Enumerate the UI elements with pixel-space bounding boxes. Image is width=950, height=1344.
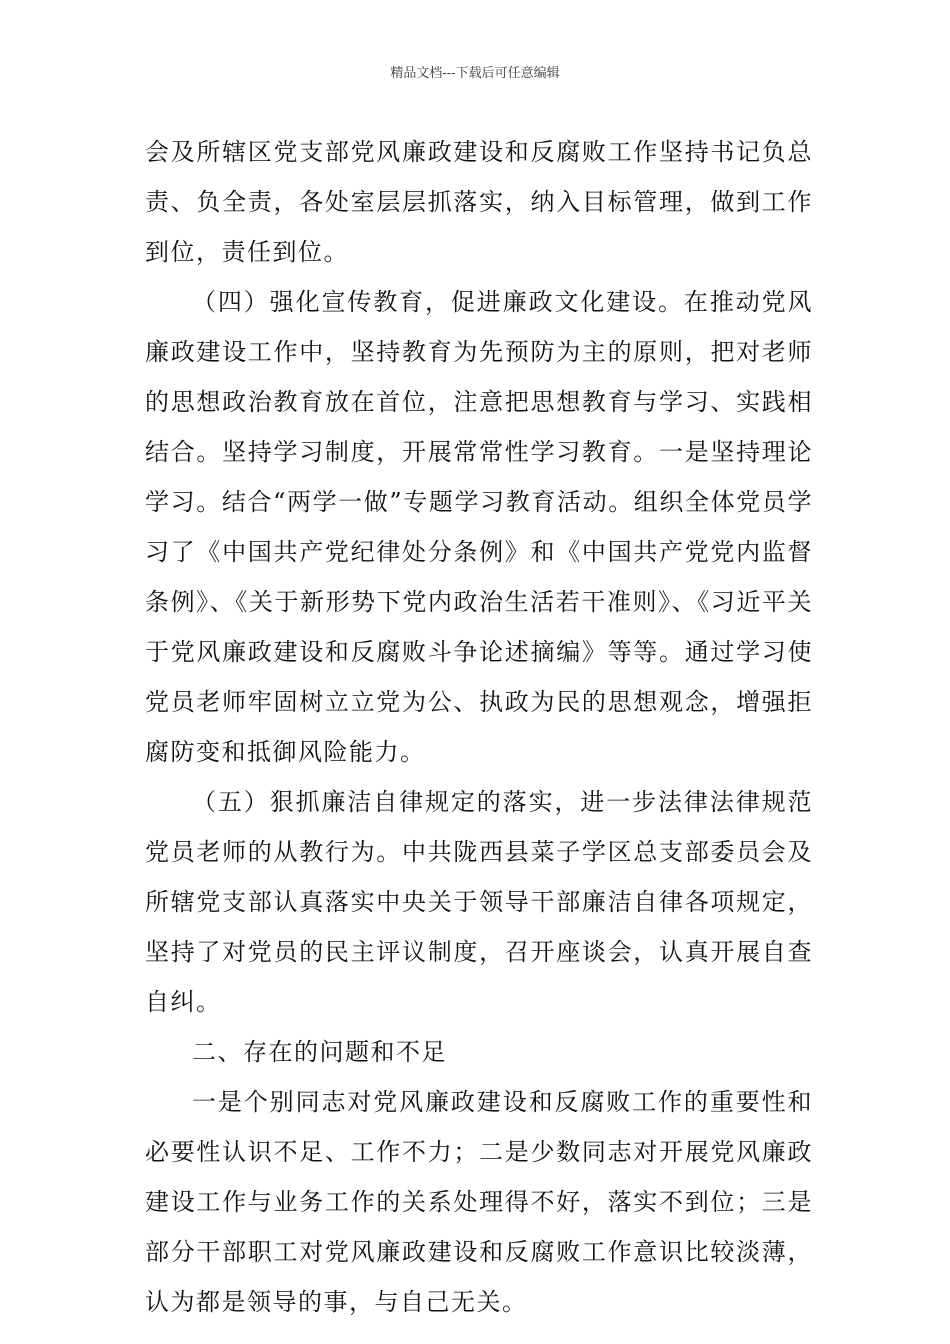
paragraph-problems: 一是个别同志对党风廉政建设和反腐败工作的重要性和必要性认识不足、工作不力；二是少数同志对开展党风廉政建设工作与业务工作的关系处理得不好，落实不到位；三是部分干部职工对党风廉政建设和反腐败工作意识比较淡薄，认为都是领导的事，与自己无关。: [145, 1088, 813, 1316]
section-heading-problems: 二、存在的问题和不足: [192, 1038, 447, 1066]
document-body: [145, 127, 813, 1327]
paragraph-section-5: （五）狠抓廉洁自律规定的落实，进一步法律法律规范党员老师的从教行为。中共陇西县菜子学区总支部委员会及所辖党支部认真落实中央关于领导干部廉洁自律各项规定，坚持了对党员的民主评议制度，召开座谈会，认真开展自查自纠。: [145, 788, 813, 1016]
paragraph-section-4: （四）强化宣传教育，促进廉政文化建设。在推动党风廉政建设工作中，坚持教育为先预防为主的原则，把对老师的思想政治教育放在首位，注意把思想教育与学习、实践相结合。坚持学习制度，开展常常性学习教育。一是坚持理论学习。结合“两学一做”专题学习教育活动。组织全体党员学习了《中国共产党纪律处分条例》和《中国共产党党内监督条例》、《关于新形势下党内政治生活若干准则》、《习近平关于党风廉政建设和反腐败斗争论述摘编》等等。通过学习使党员老师牢固树立立党为公、执政为民的思想观念，增强拒腐防变和抵御风险能力。: [145, 288, 813, 766]
page-header: 精品文档---下载后可任意编辑: [390, 66, 560, 81]
paragraph-continuation: 会及所辖区党支部党风廉政建设和反腐败工作坚持书记负总责、负全责，各处室层层抓落实，纳入目标管理，做到工作到位，责任到位。: [145, 138, 813, 266]
